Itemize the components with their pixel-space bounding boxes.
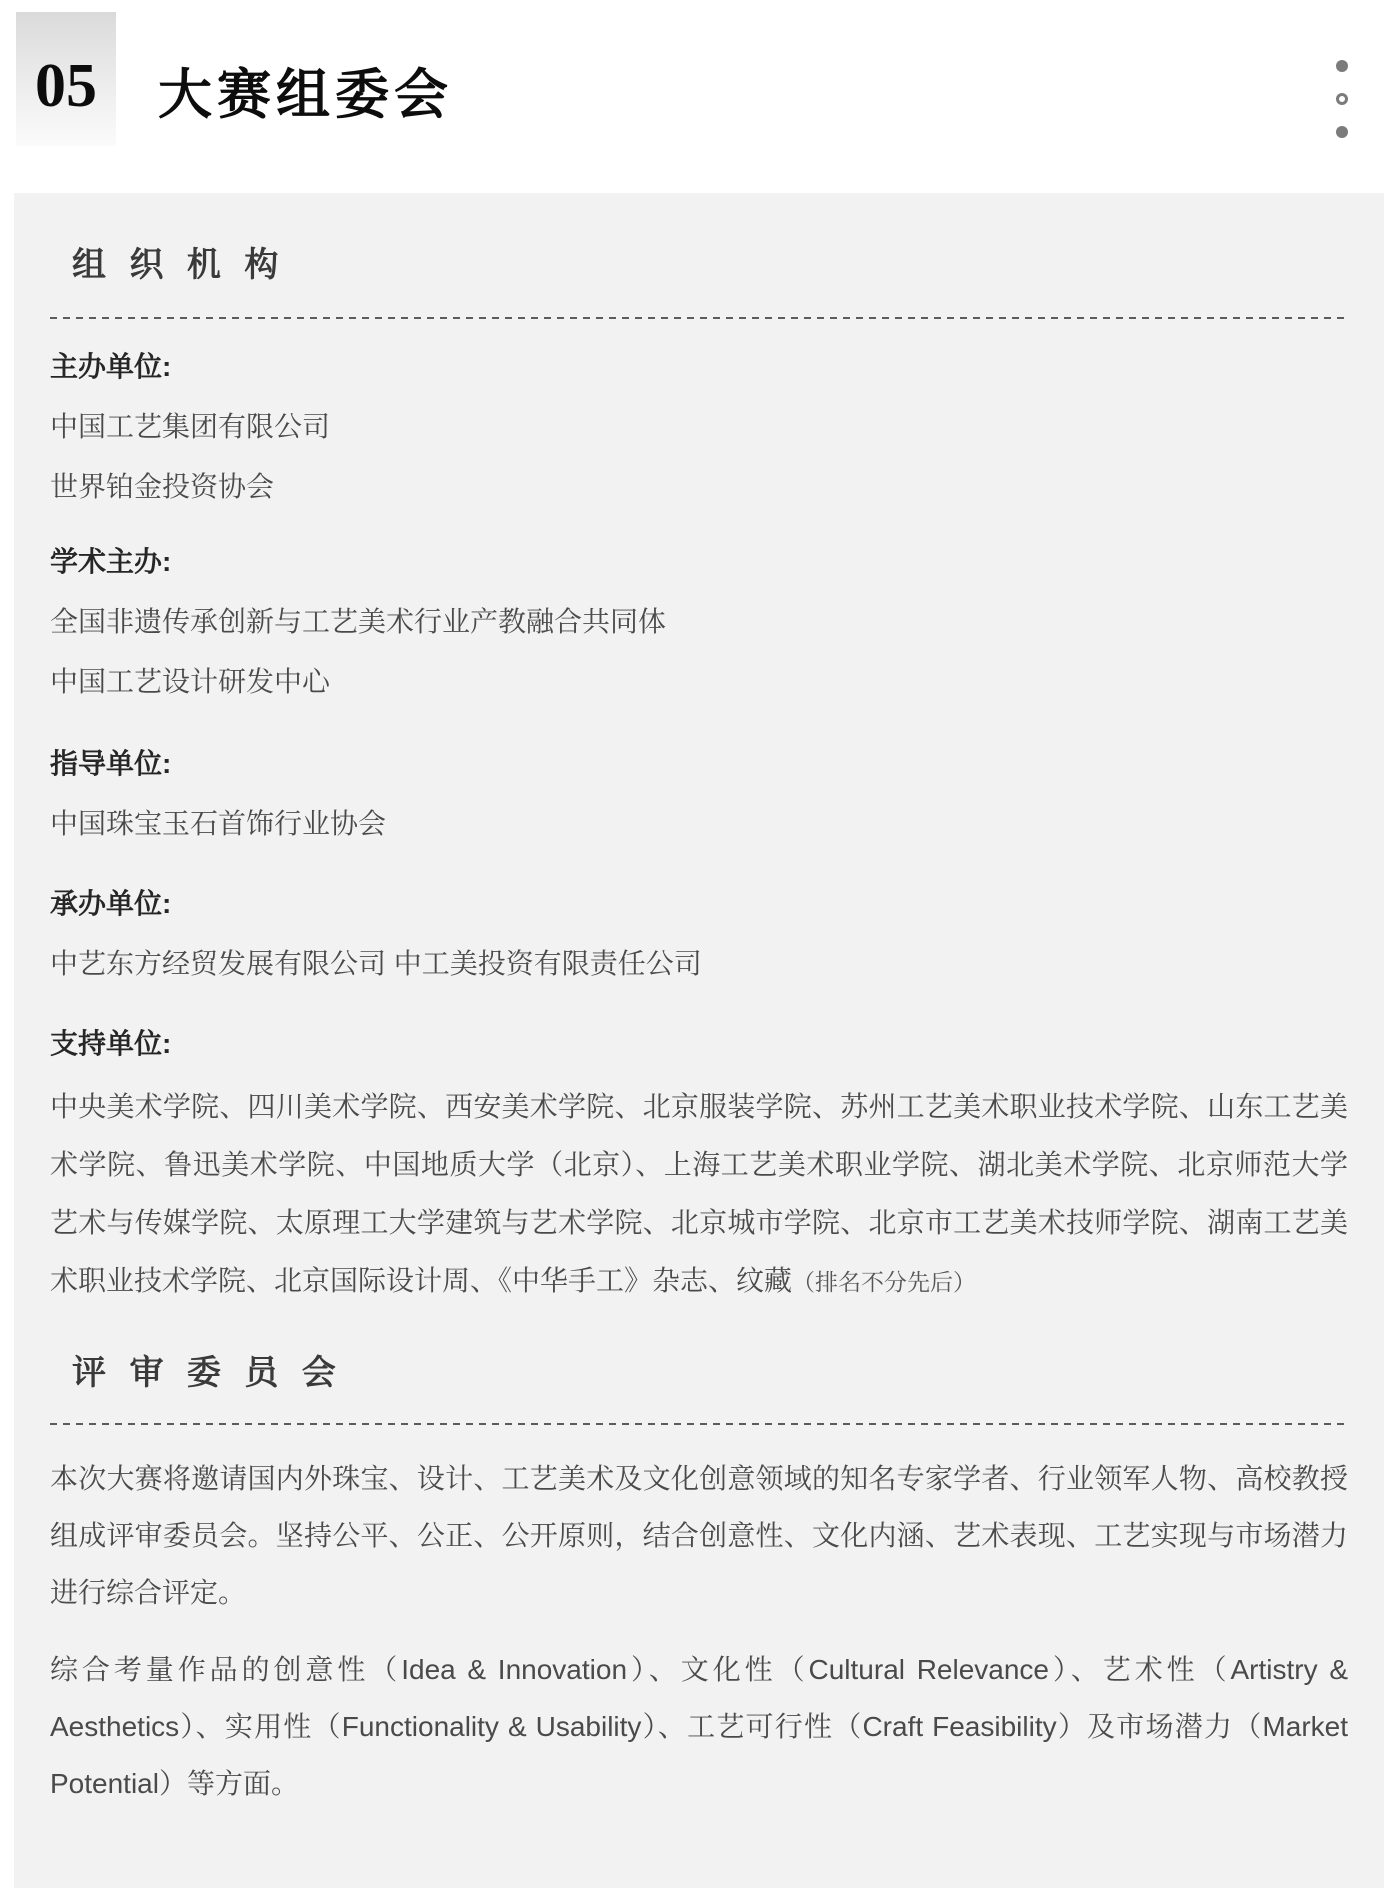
dot-hollow-icon (1336, 93, 1348, 105)
group-label: 承办单位: (50, 888, 172, 919)
group-line: 中国工艺设计研发中心 (50, 666, 331, 697)
group-supporting-units (50, 1024, 1348, 1311)
organization-section (50, 243, 1348, 1311)
jury-paragraph: 综合考量作品的创意性（Idea & Innovation）、文化性（Cultural Relevance）、艺术性（Artistry & Aesthetics）、实用性（Functionality & Usability）、工艺可行性（Craft Feasibility）及市场潜力（Market Potential）等方面。 (50, 1654, 1348, 1799)
jury-paragraph: 本次大赛将邀请国内外珠宝、设计、工艺美术及文化创意领域的知名专家学者、行业领军人物、高校教授组成评审委员会。坚持公平、公正、公开原则，结合创意性、文化内涵、艺术表现、工艺实现与市场潜力进行综合评定。 (50, 1463, 1348, 1608)
dashed-divider (50, 1423, 1348, 1425)
group-guiding-units (50, 744, 1348, 844)
page-title: 大赛组委会 (158, 65, 453, 125)
dot-filled-icon (1336, 126, 1348, 138)
section-number-box (16, 12, 116, 146)
group-label: 支持单位: (50, 1028, 172, 1059)
pager-dots (1336, 60, 1348, 138)
group-label: 主办单位: (50, 351, 172, 382)
section-number: 05 (35, 51, 97, 120)
group-label: 学术主办: (50, 546, 172, 577)
jury-heading: 评 审 委 员 会 (72, 1354, 343, 1392)
group-organizers (50, 884, 1348, 984)
dashed-divider (50, 317, 1348, 319)
group-line: 中国珠宝玉石首饰行业协会 (50, 808, 387, 839)
group-host-units (50, 347, 1348, 507)
dot-filled-icon (1336, 60, 1348, 72)
group-line: 中国工艺集团有限公司 (50, 411, 331, 442)
group-line: 全国非遗传承创新与工艺美术行业产教融合共同体 (50, 606, 667, 637)
page-header (0, 0, 1398, 193)
organization-heading: 组 织 机 构 (72, 246, 286, 284)
group-academic-hosts (50, 542, 1348, 702)
supporting-units-text: 中央美术学院、四川美术学院、西安美术学院、北京服装学院、苏州工艺美术职业技术学院、山东工艺美术学院、鲁迅美术学院、中国地质大学（北京）、上海工艺美术职业学院、湖北美术学院、北京师范大学艺术与传媒学院、太原理工大学建筑与艺术学院、北京城市学院、北京市工艺美术技师学院、湖南工艺美术职业技术学院、北京国际设计周、《中华手工》杂志、纹藏 (50, 1091, 1348, 1296)
group-line: 中艺东方经贸发展有限公司 中工美投资有限责任公司 (50, 948, 702, 979)
ranking-note: （排名不分先后） (792, 1269, 977, 1295)
content-panel (14, 193, 1384, 1888)
jury-section (50, 1351, 1348, 1812)
group-line: 世界铂金投资协会 (50, 471, 275, 502)
supporting-units-list (50, 1078, 1348, 1311)
group-label: 指导单位: (50, 748, 172, 779)
